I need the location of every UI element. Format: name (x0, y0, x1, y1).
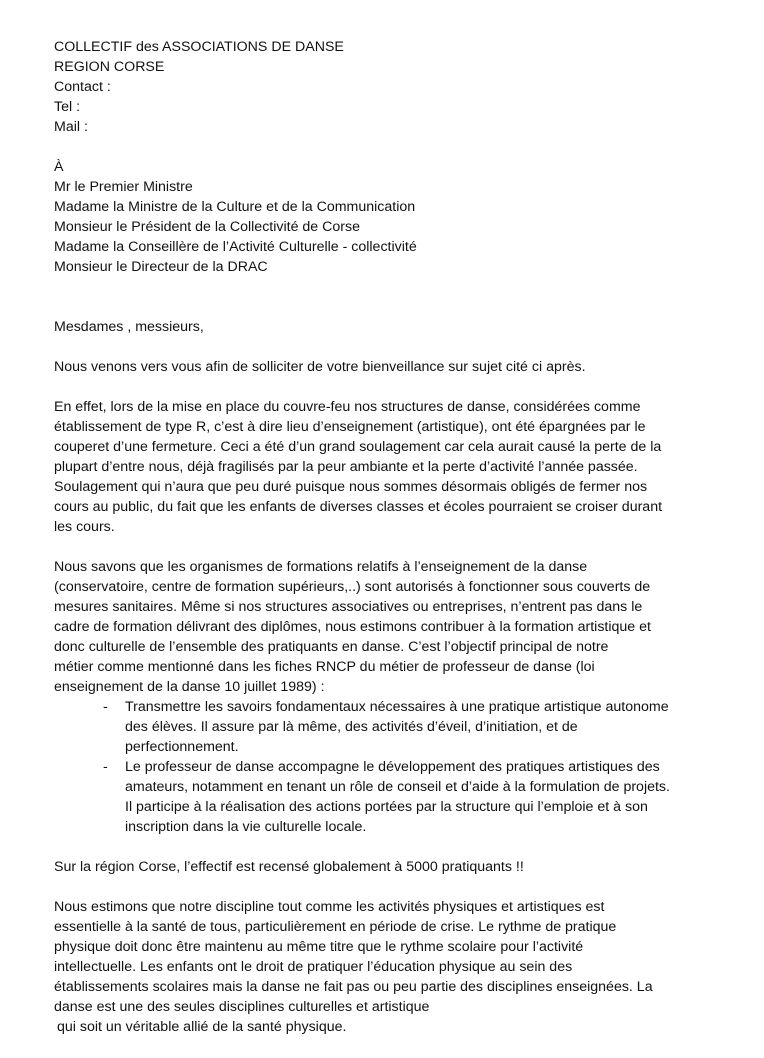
sender-region: REGION CORSE (54, 59, 165, 75)
bullet-line: perfectionnement. (125, 739, 239, 755)
bullet-dash: - (103, 699, 108, 715)
bullet-item (54, 697, 714, 757)
sender-contact: Contact : (54, 79, 111, 95)
sender-tel: Tel : (54, 99, 81, 115)
paragraph-line: essentielle à la santé de tous, particulièrement en période de crise. Le rythme de pratique (54, 919, 617, 935)
salutation: Mesdames , messieurs, (54, 319, 204, 335)
paragraph-intro: Nous venons vers vous afin de solliciter de votre bienveillance sur sujet cité ci après. (54, 359, 586, 375)
paragraph-line: (conservatoire, centre de formation supérieurs,..) sont autorisés à fonctionner sous couverts de (54, 579, 651, 595)
spacer (54, 377, 714, 397)
paragraph-line: cours au public, du fait que les enfants de diverses classes et écoles pourraient se croiser durant (54, 499, 663, 515)
paragraph-line: Nous savons que les organismes de formations relatifs à l’enseignement de la danse (54, 559, 588, 575)
paragraph-curfew (54, 397, 714, 537)
paragraph-health (54, 897, 714, 1037)
paragraph-line: qui soit un véritable allié de la santé physique. (57, 1019, 347, 1035)
paragraph-line: donc culturelle de l’ensemble des pratiquants en danse. C’est l’objectif principal de notre (54, 639, 609, 655)
paragraph-line: établissements scolaires mais la danse ne fait pas ou peu partie des disciplines enseignées. La (54, 979, 653, 995)
letter-page (54, 37, 714, 1037)
spacer (54, 877, 714, 897)
paragraph-line: mesures sanitaires. Même si nos structures associatives ou entreprises, n’entrent pas dans le (54, 599, 643, 615)
paragraph-line: En effet, lors de la mise en place du couvre-feu nos structures de danse, considérées comme (54, 399, 641, 415)
paragraph-line: métier comme mentionné dans les fiches RNCP du métier de professeur de danse (loi (54, 659, 595, 675)
paragraph-line: enseignement de la danse 10 juillet 1989) : (54, 679, 325, 695)
paragraph-line: cadre de formation délivrant des diplômes, nous estimons contribuer à la formation artistique et (54, 619, 651, 635)
paragraph-line: plupart d’entre nous, déjà fragilisés par la peur ambiante et la perte d’activité l’année passée. (54, 459, 638, 475)
recipient-line: Madame la Ministre de la Culture et de la Communication (54, 199, 416, 215)
sender-mail: Mail : (54, 119, 88, 135)
paragraph-line: établissement de type R, c’est à dire lieu d’enseignement (artistique), ont été épargnées par le (54, 419, 646, 435)
sender-block (54, 37, 714, 137)
bullet-line: Il participe à la réalisation des actions portées par la structure qui l’emploie et à son (125, 799, 648, 815)
recipients-block (54, 157, 714, 277)
spacer (54, 137, 714, 157)
sender-organization: COLLECTIF des ASSOCIATIONS DE DANSE (54, 39, 344, 55)
paragraph-line: couperet d’une fermeture. Ceci a été d’un grand soulagement car cela aurait causé la perte de la (54, 439, 662, 455)
recipient-line: Mr le Premier Ministre (54, 179, 193, 195)
paragraph-practitioners: Sur la région Corse, l’effectif est recensé globalement à 5000 pratiquants !! (54, 859, 524, 875)
recipient-line: Madame la Conseillère de l’Activité Culturelle - collectivité (54, 239, 417, 255)
paragraph-line: danse est une des seules disciplines culturelles et artistique (54, 999, 430, 1015)
bullet-item (54, 757, 714, 837)
paragraph-training (54, 557, 714, 697)
recipients-intro: À (54, 159, 64, 175)
bullet-line: Le professeur de danse accompagne le développement des pratiques artistiques des (125, 759, 660, 775)
paragraph-line: physique doit donc être maintenu au même titre que le rythme scolaire pour l’activité (54, 939, 584, 955)
paragraph-line: les cours. (54, 519, 115, 535)
bullet-line: inscription dans la vie culturelle locale. (125, 819, 367, 835)
bullet-line: des élèves. Il assure par là même, des activités d’éveil, d’initiation, et de (125, 719, 578, 735)
spacer (54, 537, 714, 557)
paragraph-line: Nous estimons que notre discipline tout comme les activités physiques et artistiques est (54, 899, 605, 915)
recipient-line: Monsieur le Président de la Collectivité de Corse (54, 219, 360, 235)
spacer (54, 837, 714, 857)
recipient-line: Monsieur le Directeur de la DRAC (54, 259, 268, 275)
bullet-line: Transmettre les savoirs fondamentaux nécessaires à une pratique artistique autonome (125, 699, 669, 715)
bullet-line: amateurs, notamment en tenant un rôle de conseil et d’aide à la formulation de projets. (125, 779, 670, 795)
spacer (54, 277, 714, 317)
bullet-dash: - (103, 759, 108, 775)
paragraph-line: Soulagement qui n’aura que peu duré puisque nous sommes désormais obligés de fermer nos (54, 479, 648, 495)
paragraph-line: intellectuelle. Les enfants ont le droit de pratiquer l’éducation physique au sein des (54, 959, 573, 975)
spacer (54, 337, 714, 357)
